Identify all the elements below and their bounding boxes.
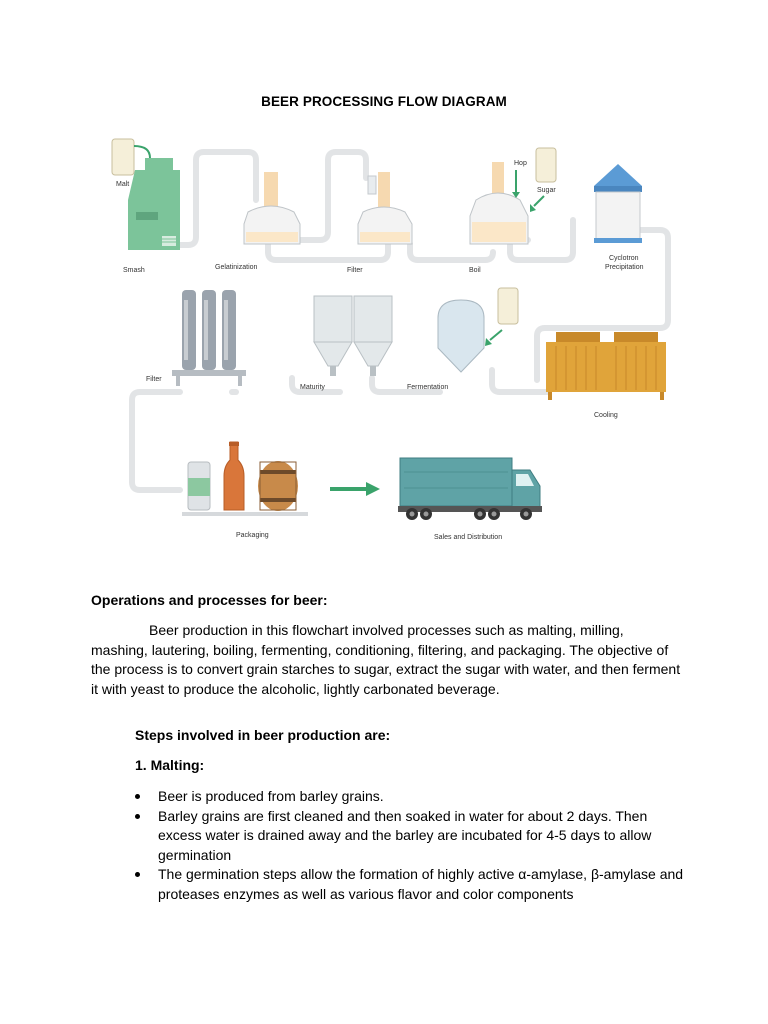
label-precipitation: Precipitation [605, 264, 644, 271]
label-gelatinization: Gelatinization [215, 264, 258, 271]
cooling-units [546, 332, 666, 400]
malting-bullet-list [134, 787, 694, 904]
label-filter-mid: Filter [146, 376, 162, 383]
smash-machine [128, 158, 180, 250]
label-smash: Smash [123, 267, 145, 274]
list-item [134, 865, 694, 904]
list-item [134, 807, 694, 866]
step1-heading: 1. Malting: [135, 757, 205, 773]
list-item-text: Barley grains are first cleaned and then soaked in water for about 2 days. Then excess water is drained away and the barley are incubated for 4-5 days to allow germination [158, 807, 652, 863]
boil-tank [470, 148, 556, 244]
filter-columns [172, 290, 246, 386]
filter-tank-top [358, 172, 412, 244]
malt-bag [112, 139, 150, 175]
cyclone-tank [594, 164, 642, 243]
packaging-group [182, 442, 308, 516]
intro-paragraph-text: Beer production in this flowchart involved processes such as malting, milling, mashing, lautering, boiling, fermenting, conditioning, filtering, and packaging. The objective of the process is to convert grain starches to sugar, extract the sugar with water, and then ferment it with yeast to produce the alcoholic, lightly carbonated beverage. [91, 622, 681, 697]
label-fermentation: Fermentation [407, 384, 449, 391]
label-malt: Malt [116, 181, 130, 188]
maturity-tanks [314, 296, 392, 376]
section-heading: Operations and processes for beer: [91, 592, 328, 608]
bullet-dot-icon [135, 794, 140, 799]
intro-paragraph [91, 621, 681, 699]
bullet-dot-icon [135, 814, 140, 819]
list-item [134, 787, 694, 807]
label-sales: Sales and Distribution [434, 534, 503, 541]
fermentation-tank [438, 288, 518, 372]
label-maturity: Maturity [300, 384, 325, 391]
list-item-text: Beer is produced from barley grains. [158, 788, 384, 804]
gelatinization-tank [244, 172, 300, 244]
label-sugar: Sugar [537, 187, 556, 194]
list-item-text: The germination steps allow the formation of highly active α-amylase, β-amylase and proteases enzymes as well as various flavor and color components [158, 866, 684, 902]
page-title: BEER PROCESSING FLOW DIAGRAM [261, 94, 507, 109]
label-filter-top: Filter [347, 267, 363, 274]
label-cooling: Cooling [594, 412, 618, 419]
label-cyclotron: Cyclotron [609, 255, 639, 262]
delivery-truck [398, 458, 542, 520]
label-hop: Hop [514, 160, 527, 167]
label-packaging: Packaging [236, 532, 269, 539]
steps-heading: Steps involved in beer production are: [135, 727, 391, 743]
arrow-to-sales [330, 482, 380, 496]
bullet-dot-icon [135, 872, 140, 877]
label-boil: Boil [469, 267, 481, 274]
